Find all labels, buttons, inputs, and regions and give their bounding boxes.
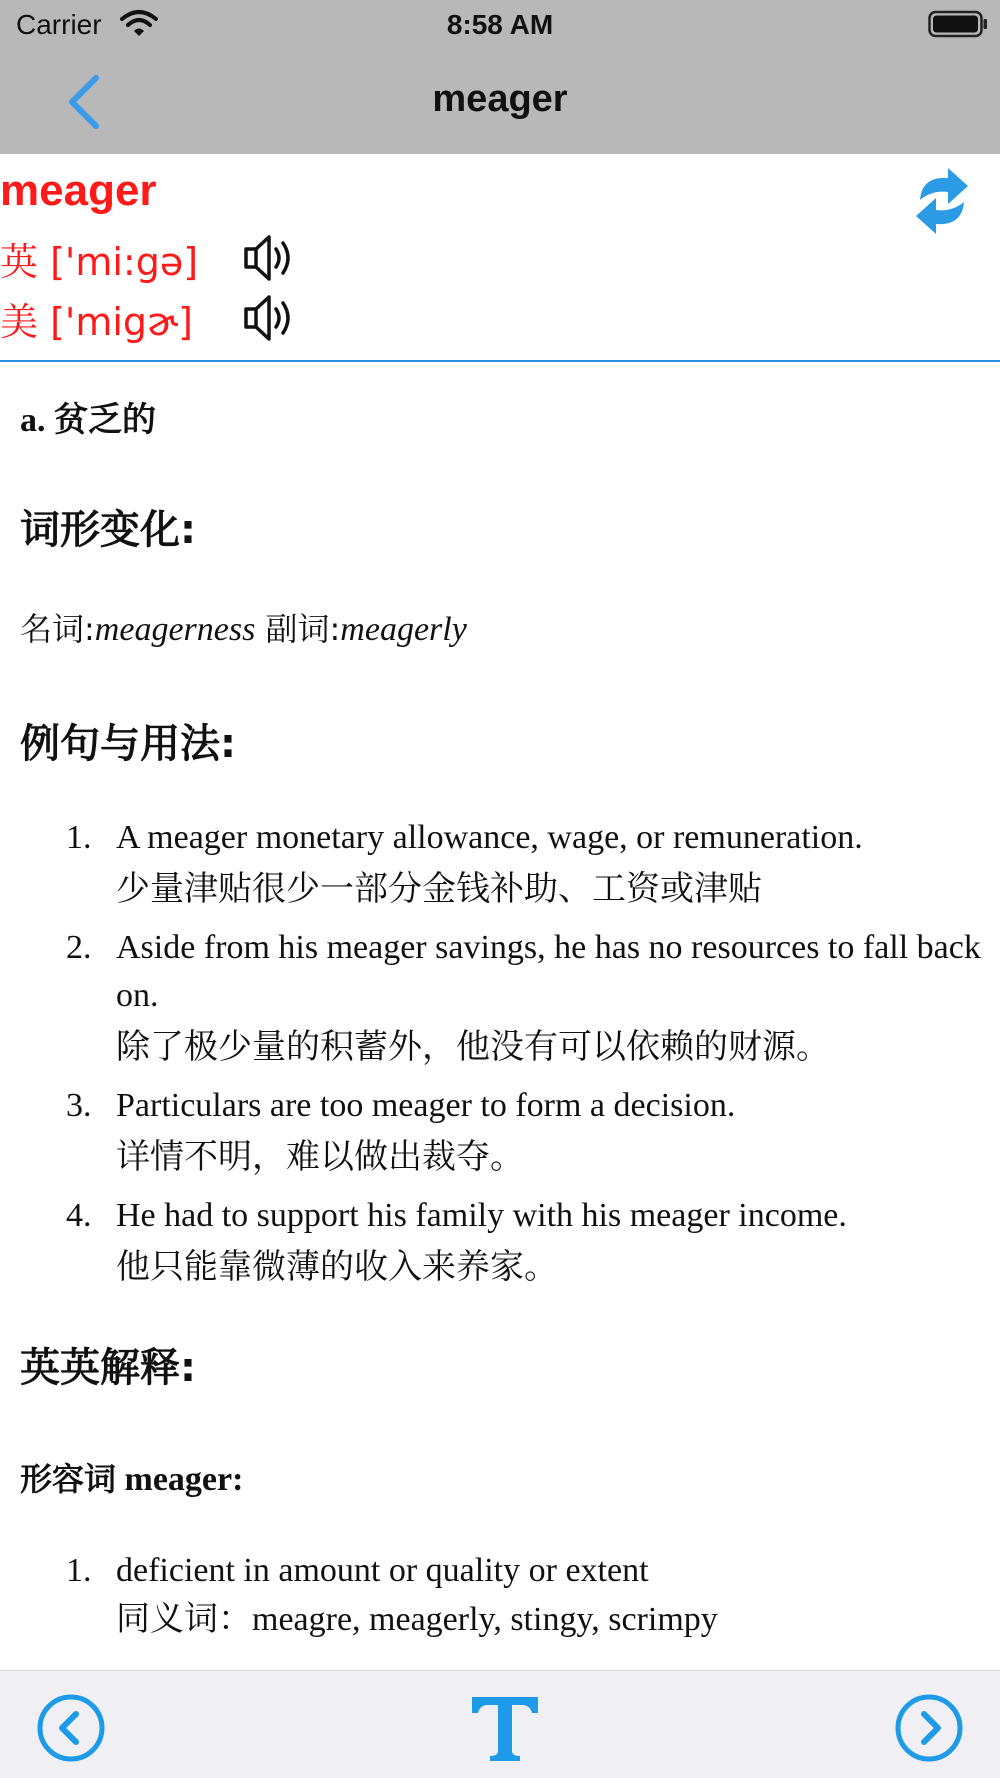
example-chinese: 少量津贴很少一部分金钱补助、工资或津贴 [116,869,762,909]
item-number: 4. [66,1197,92,1234]
example-english: He had to support his family with his meager income. [116,1197,847,1234]
pos-word: meager: [116,1461,244,1498]
basic-definition: a. 贫乏的 [20,402,156,439]
definition-content[interactable] [20,364,990,1670]
item-number: 3. [66,1087,92,1124]
navigation-bar [0,50,1000,154]
battery-icon [928,10,988,38]
example-chinese: 他只能靠微薄的收入来养家。 [116,1247,558,1287]
us-pronunciation: 美 ['migɚ] [0,299,194,344]
item-number: 1. [66,1552,92,1589]
list-item [20,1082,990,1184]
item-number: 2. [66,929,92,966]
sense-definition: deficient in amount or quality or extent [116,1552,649,1589]
synonyms-line [116,1595,990,1644]
word-forms-heading: 词形变化: [20,507,196,553]
adverb-label: 副词: [255,610,341,648]
example-english: Aside from his meager savings, he has no resources to fall back on. [116,929,981,1014]
next-circle-icon[interactable] [894,1693,964,1763]
part-of-speech-line [20,1454,243,1500]
synonyms-value: meagre, meagerly, stingy, scrimpy [252,1601,718,1638]
bottom-toolbar [0,1670,1000,1778]
us-pronunciation-row [0,290,298,346]
list-item [20,924,990,1074]
speaker-icon[interactable] [242,292,298,344]
status-time: 8:58 AM [446,9,554,40]
example-english: A meager monetary allowance, wage, or remuneration. [116,819,863,856]
examples-heading: 例句与用法: [20,721,236,767]
font-size-icon[interactable] [468,1693,542,1763]
list-item [20,1192,990,1294]
example-english: Particulars are too meager to form a decision. [116,1087,736,1124]
synonyms-label: 同义词： [116,1599,252,1639]
word-forms-line [20,604,467,650]
uk-pronunciation: 英 ['mi:gə] [0,239,199,284]
list-item [20,814,990,916]
example-chinese: 除了极少量的积蓄外，他没有可以依赖的财源。 [116,1027,830,1067]
carrier-label: Carrier [16,9,102,40]
word-header [0,154,1000,362]
speaker-icon[interactable] [242,232,298,284]
english-explanation-heading: 英英解释: [20,1345,196,1391]
examples-list [20,814,990,1302]
refresh-icon[interactable] [914,166,970,236]
noun-form: meagerness [94,611,256,648]
list-item [20,1547,990,1644]
example-chinese: 详情不明，难以做出裁夺。 [116,1137,524,1177]
pos-label: 形容词 [20,1460,117,1498]
nav-title: meager [432,78,568,120]
headword: meager [0,166,157,215]
item-number: 1. [66,819,92,856]
uk-pronunciation-row [0,230,298,286]
noun-label: 名词: [20,610,95,648]
status-bar [0,0,1000,50]
adverb-form: meagerly [340,611,467,648]
prev-circle-icon[interactable] [36,1693,106,1763]
senses-list [20,1547,990,1652]
